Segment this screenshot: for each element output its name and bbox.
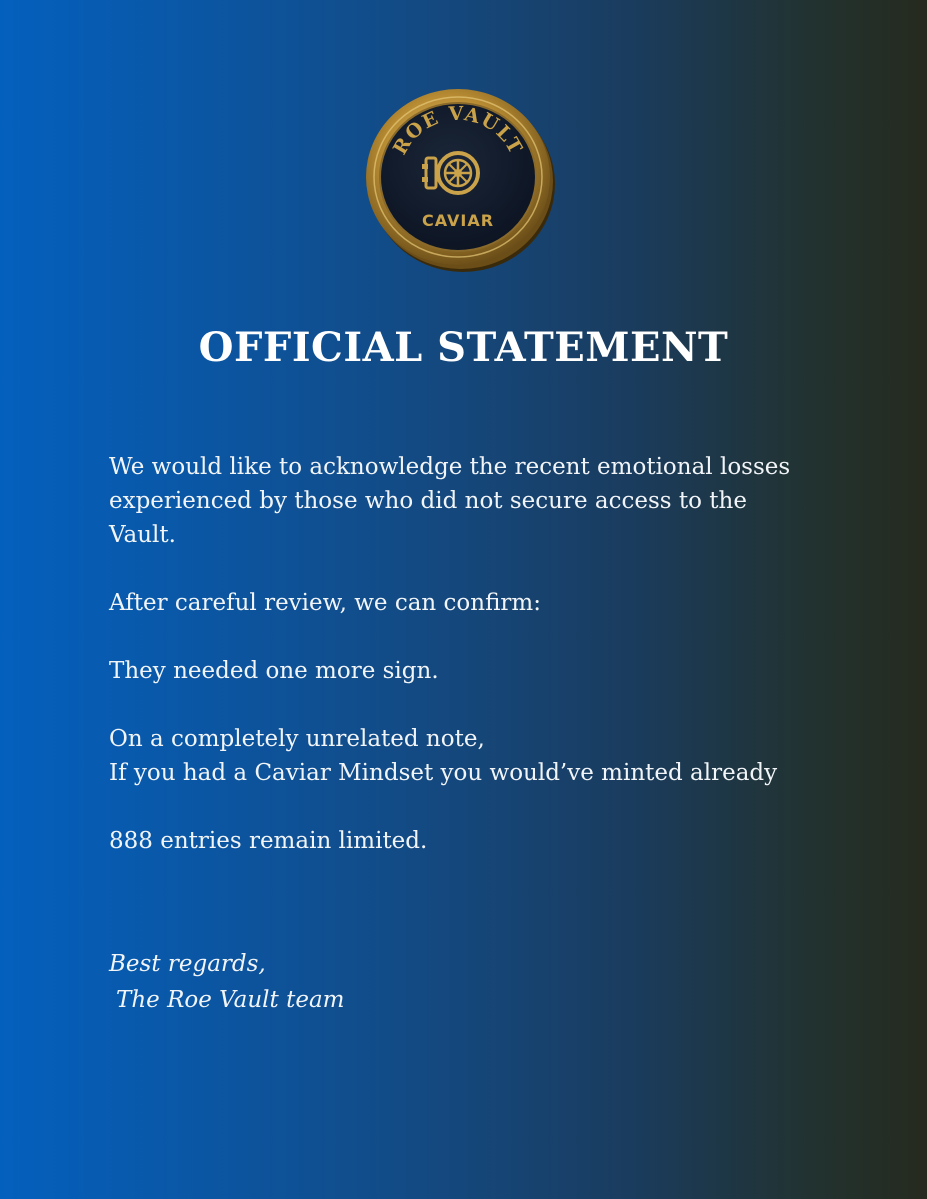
signoff-greeting: Best regards, [109,951,266,977]
signoff-team: The Roe Vault team [116,987,345,1013]
text-line: Vault. [109,522,176,548]
text-line: If you had a Caviar Mindset you would’ve minted already [109,760,778,786]
paragraph-review: After careful review, we can confirm: [109,590,541,616]
roe-vault-logo [360,82,560,274]
text-line: We would like to acknowledge the recent emotional losses [109,454,791,480]
logo-bottom-text: CAVIAR [421,211,495,230]
page-title: OFFICIAL STATEMENT [198,324,729,371]
paragraph-mindset [109,722,849,790]
logo-top-text: ROE VAULT [388,102,528,159]
paragraph-acknowledgement [109,450,849,552]
statement-body [109,450,849,858]
caviar-tin-icon [360,82,560,274]
text-line: experienced by those who did not secure access to the [109,488,747,514]
text-line: On a completely unrelated note, [109,726,485,752]
signoff [109,946,344,1018]
paragraph-entries: 888 entries remain limited. [109,828,428,854]
paragraph-confirmation: They needed one more sign. [109,658,439,684]
